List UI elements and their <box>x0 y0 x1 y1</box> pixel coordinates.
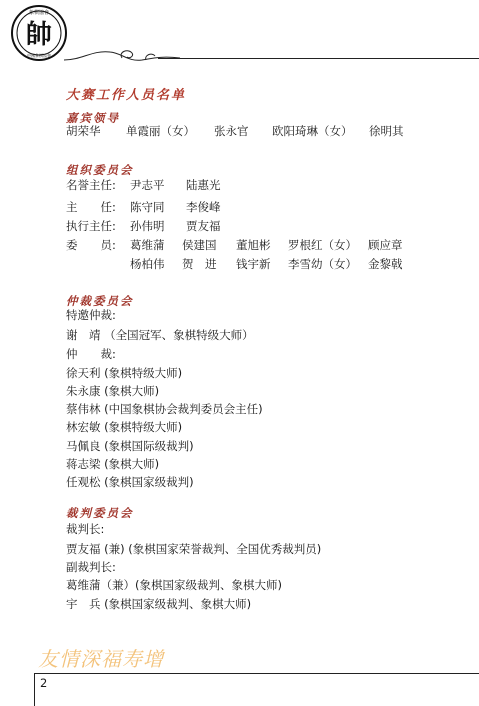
deputy-referee-entry: 葛维蒲（兼）(象棋国家级裁判、象棋大师) <box>66 578 282 592</box>
person-name: 李俊峰 <box>186 200 221 214</box>
person-name: 贺 进 <box>182 257 217 271</box>
role-label: 名誉主任: <box>66 178 116 192</box>
chief-referee-label: 裁判长: <box>66 522 105 536</box>
page-number: 2 <box>40 676 48 690</box>
person-name: 董旭彬 <box>236 238 271 252</box>
arbiter-entry: 马佩良 (象棋国际级裁判) <box>66 439 194 453</box>
chief-referee-entry: 贾友福 (兼) (象棋国家荣誉裁判、全国优秀裁判员) <box>66 542 322 556</box>
cloud-ornament <box>62 38 182 68</box>
exec-row <box>66 219 446 233</box>
guest-name: 徐明其 <box>369 124 404 138</box>
arbiters-label: 仲 裁: <box>66 347 116 361</box>
person-name: 孙伟明 <box>130 219 165 233</box>
decorative-calligraphy: 友情深福寿增 <box>38 647 164 671</box>
guest-name: 胡荣华 <box>66 124 101 138</box>
chair-row <box>66 200 446 214</box>
role-label: 执行主任: <box>66 219 116 233</box>
person-name: 侯建国 <box>182 238 217 252</box>
role-label: 主 任: <box>66 200 116 214</box>
members-row-2 <box>66 257 446 271</box>
arbiter-entry: 蔡伟林 (中国象棋协会裁判委员会主任) <box>66 402 263 416</box>
footer-rule <box>34 673 479 674</box>
logo-character: 帥 <box>25 20 53 50</box>
person-name: 葛维蒲 <box>130 238 165 252</box>
section-heading-organizing: 组织委员会 <box>66 163 134 177</box>
arbiter-entry: 任观松 (象棋国家级裁判) <box>66 475 194 489</box>
deputy-referee-label: 副裁判长: <box>66 560 116 574</box>
person-name: 贾友福 <box>186 219 221 233</box>
footer-vertical-rule <box>34 674 35 706</box>
person-name: 尹志平 <box>130 178 165 192</box>
guest-names-row <box>66 124 446 138</box>
person-name: 金黎戟 <box>368 257 403 271</box>
logo-bottom-text: 中國象棋協會 <box>27 53 51 58</box>
honorary-row <box>66 178 446 192</box>
logo-top-text: 象棋協會 <box>28 10 50 16</box>
arbiter-entry: 徐天利 (象棋特级大师) <box>66 366 183 380</box>
arbiter-entry: 蒋志梁 (象棋大师) <box>66 457 160 471</box>
person-name: 罗根红（女） <box>288 238 357 252</box>
association-logo <box>10 4 68 62</box>
person-name: 杨柏伟 <box>130 257 165 271</box>
guest-name: 欧阳琦琳（女） <box>272 124 353 138</box>
person-name: 钱宇新 <box>236 257 271 271</box>
header-rule <box>158 58 479 59</box>
role-label: 委 员: <box>66 238 116 252</box>
guest-name: 张永官 <box>214 124 249 138</box>
special-arbiter-label: 特邀仲裁: <box>66 308 116 322</box>
deputy-referee-entry: 宇 兵 (象棋国家级裁判、象棋大师) <box>66 597 252 611</box>
section-heading-referee: 裁判委员会 <box>66 506 134 520</box>
person-name: 顾应章 <box>368 238 403 252</box>
section-heading-arbitration: 仲裁委员会 <box>66 294 134 308</box>
person-name: 李雪幼（女） <box>288 257 357 271</box>
person-name: 陈守同 <box>130 200 165 214</box>
special-arbiter-entry: 谢 靖 （全国冠军、象棋特级大师） <box>66 328 254 342</box>
person-name: 陆惠光 <box>186 178 221 192</box>
members-row-1 <box>66 238 446 252</box>
arbiter-entry: 朱永康 (象棋大师) <box>66 384 160 398</box>
arbiter-entry: 林宏敏 (象棋特级大师) <box>66 420 183 434</box>
page-title: 大赛工作人员名单 <box>66 88 187 103</box>
section-heading-guests: 嘉宾领导 <box>66 111 120 125</box>
guest-name: 单霞丽（女） <box>126 124 195 138</box>
